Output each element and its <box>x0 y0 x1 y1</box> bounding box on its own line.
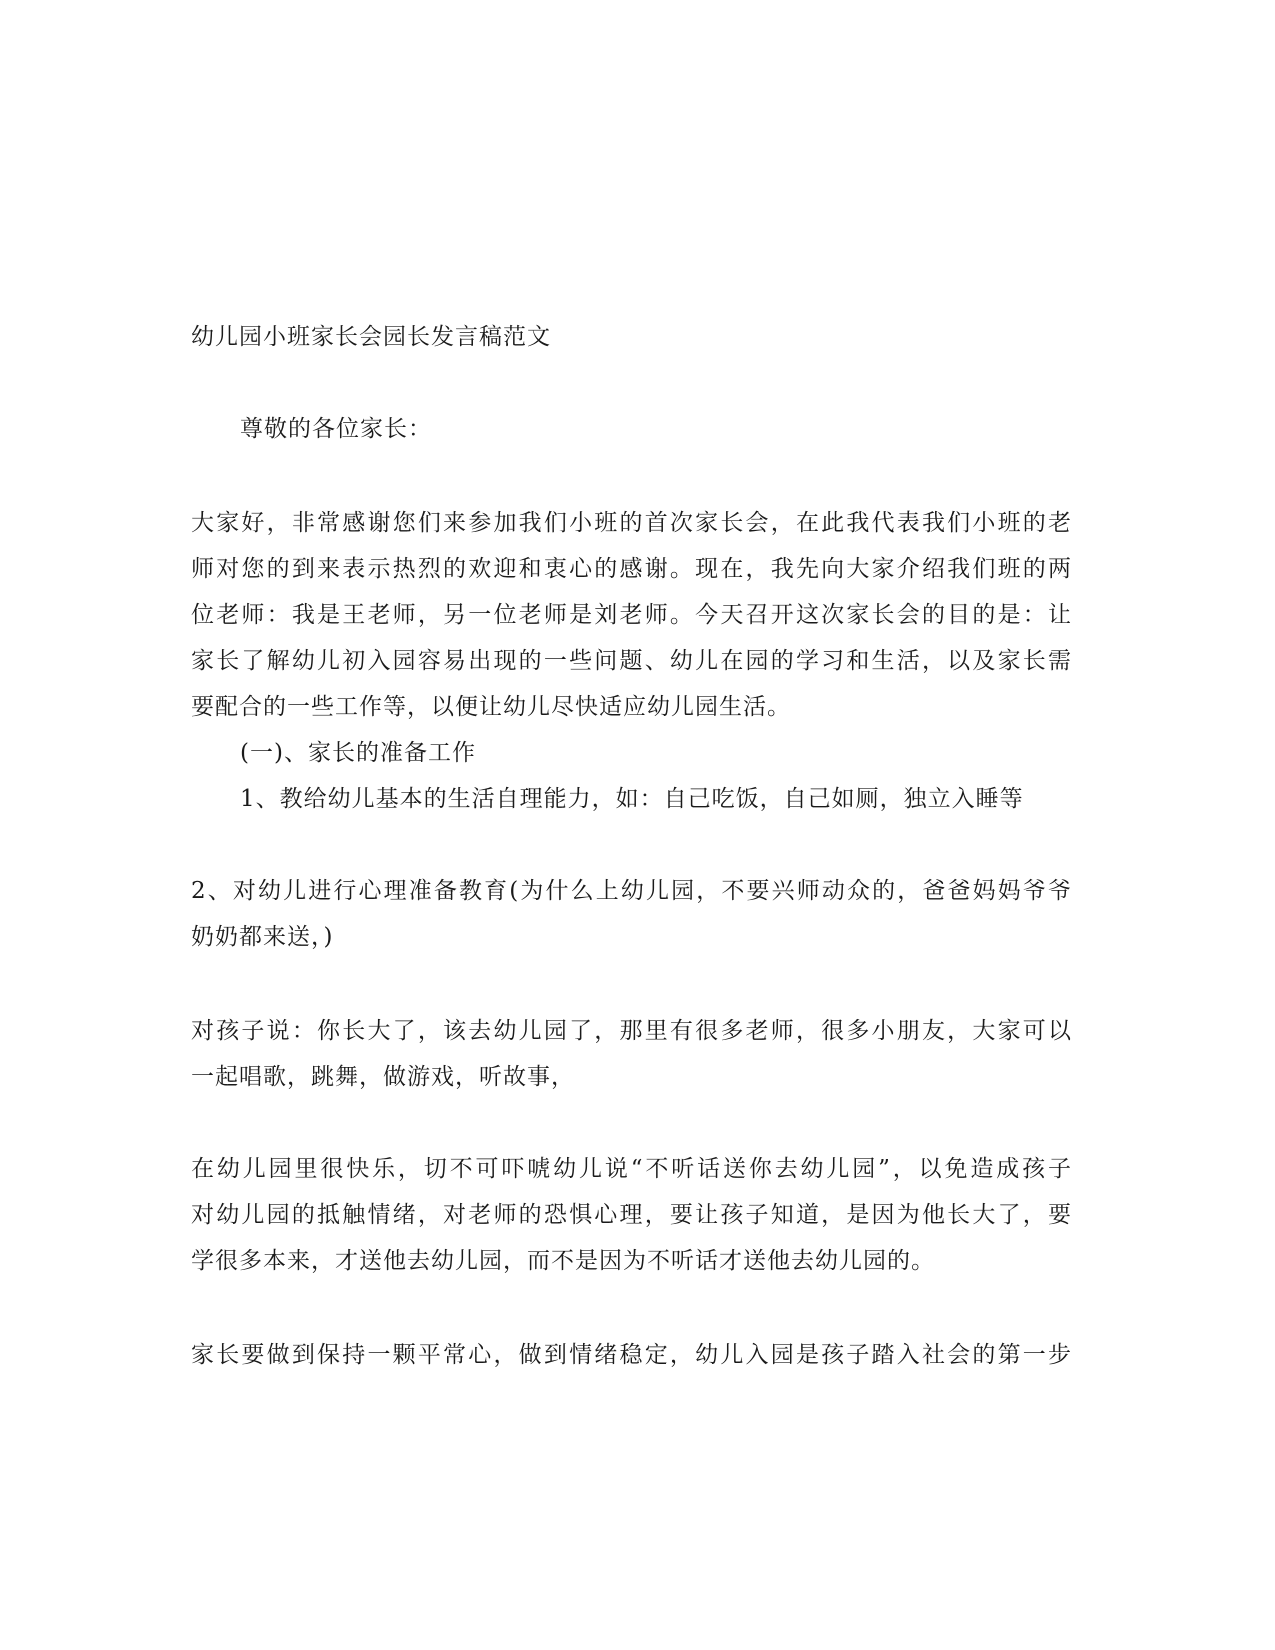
list-item: 2、对幼儿进行心理准备教育(为什么上幼儿园，不要兴师动众的，爸爸妈妈爷爷 <box>191 878 1071 904</box>
paragraph-line: 位老师：我是王老师，另一位老师是刘老师。今天召开这次家长会的目的是：让 <box>191 602 1071 628</box>
list-item-continuation: 奶奶都来送，) <box>191 924 334 950</box>
list-item: 1、教给幼儿基本的生活自理能力，如：自己吃饭，自己如厕，独立入睡等 <box>240 786 1024 812</box>
greeting: 尊敬的各位家长： <box>240 416 432 442</box>
paragraph-line: 家长了解幼儿初入园容易出现的一些问题、幼儿在园的学习和生活，以及家长需 <box>191 648 1071 674</box>
paragraph-line: 一起唱歌，跳舞，做游戏，听故事， <box>191 1064 575 1090</box>
paragraph-line: 对幼儿园的抵触情绪，对老师的恐惧心理，要让孩子知道，是因为他长大了，要 <box>191 1202 1071 1228</box>
paragraph-line: 师对您的到来表示热烈的欢迎和衷心的感谢。现在，我先向大家介绍我们班的两 <box>191 556 1071 582</box>
paragraph-line: 大家好，非常感谢您们来参加我们小班的首次家长会，在此我代表我们小班的老 <box>191 510 1071 536</box>
paragraph-line: 对孩子说：你长大了，该去幼儿园了，那里有很多老师，很多小朋友，大家可以 <box>191 1018 1071 1044</box>
paragraph-line: 学很多本来，才送他去幼儿园，而不是因为不听话才送他去幼儿园的。 <box>191 1248 935 1274</box>
paragraph-line: 在幼儿园里很快乐，切不可吓唬幼儿说“不听话送你去幼儿园”，以免造成孩子 <box>191 1156 1071 1182</box>
section-heading: (一)、家长的准备工作 <box>240 740 476 766</box>
paragraph-line: 家长要做到保持一颗平常心，做到情绪稳定，幼儿入园是孩子踏入社会的第一步 <box>191 1342 1071 1368</box>
document-title: 幼儿园小班家长会园长发言稿范文 <box>191 324 551 350</box>
paragraph-line: 要配合的一些工作等，以便让幼儿尽快适应幼儿园生活。 <box>191 694 791 720</box>
